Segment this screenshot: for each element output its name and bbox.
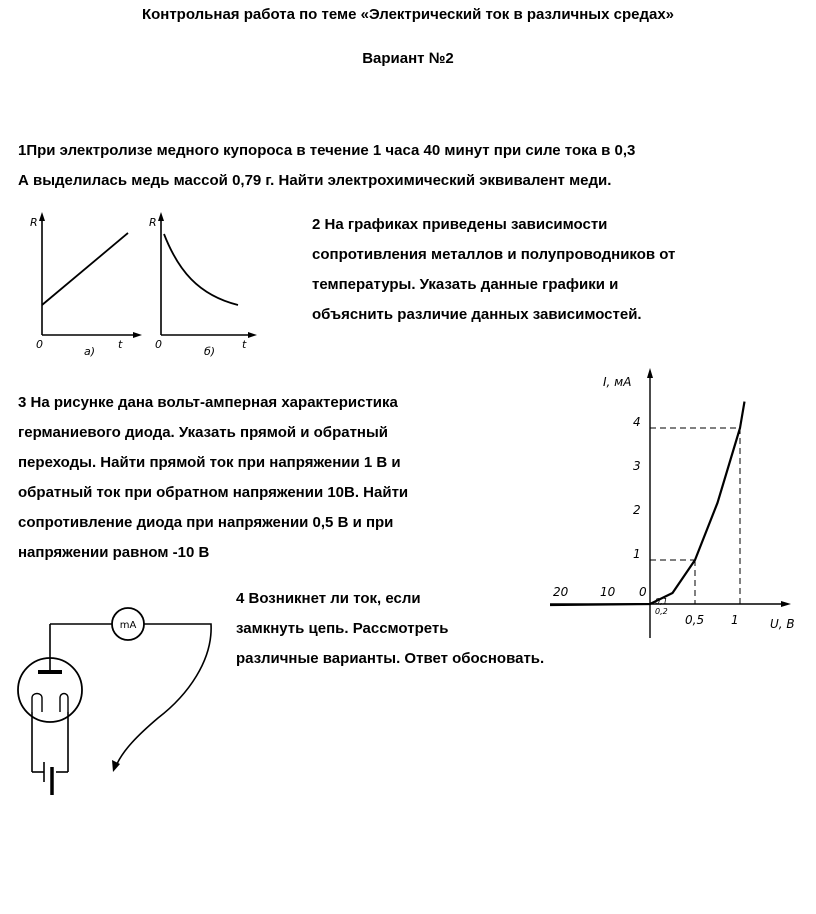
cathode-filament (32, 694, 42, 713)
resistance-temperature-graphs (18, 210, 268, 360)
graph-a-r-label: R (30, 216, 38, 229)
y-tick-2: 2 (633, 503, 641, 517)
iv-curve (550, 402, 745, 605)
graph-a-r-arrow (39, 212, 45, 221)
i-axis-arrow (647, 368, 653, 378)
u-axis-label: U, В (770, 617, 795, 631)
graph-b-curve (164, 234, 238, 305)
graph-b-caption: б) (204, 345, 216, 358)
page-title: Контрольная работа по теме «Электрический ток в различных средах» (141, 6, 675, 23)
vacuum-tube-circuit (8, 600, 228, 800)
cathode-filament-2 (60, 694, 68, 713)
u-axis-arrow (781, 601, 791, 607)
graph-a (30, 212, 142, 358)
task-1: 1При электролизе медного купороса в течение 1 часа 40 минут при силе тока в 0,3 А выделилась медь массой 0,79 г. Найти электрохимический эквивалент меди. (18, 142, 636, 189)
origin-label: 0 (639, 585, 647, 599)
graph-b-t-label: t (242, 338, 247, 351)
y-tick-3: 3 (633, 459, 641, 473)
graph-a-origin: 0 (36, 338, 43, 351)
graph-a-line (42, 233, 128, 305)
graph-b-t-arrow (248, 332, 257, 338)
y-tick-1: 1 (633, 547, 641, 561)
graph-a-caption: а) (84, 345, 96, 358)
graph-b (149, 212, 257, 358)
small-label-0-1: 0,1 (655, 597, 668, 606)
graph-a-t-label: t (118, 338, 123, 351)
graph-b-r-arrow (158, 212, 164, 221)
small-label-0-2: 0,2 (655, 607, 668, 616)
graph-b-origin: 0 (155, 338, 162, 351)
task-2: 2 На графиках приведены зависимости сопротивления металлов и полупроводников от температуры. Указать данные графики и объяснить различие данных зависимостей. (312, 216, 676, 323)
y-tick-4: 4 (633, 415, 641, 429)
task-4: 4 Возникнет ли ток, если замкнуть цепь. Рассмотреть различные варианты. Ответ обосновать. (236, 590, 545, 667)
milliammeter-label: mA (119, 620, 137, 631)
graph-b-r-label: R (149, 216, 157, 229)
i-axis-label: I, мА (603, 375, 632, 389)
variant-label: Вариант №2 (362, 50, 454, 67)
x-neg-tick-10: 10 (600, 585, 616, 599)
x-pos-tick-1: 1 (731, 613, 739, 627)
x-neg-tick-20: 20 (553, 585, 569, 599)
x-pos-tick-0-5: 0,5 (685, 613, 705, 627)
open-wire (116, 624, 211, 766)
graph-a-t-arrow (133, 332, 142, 338)
task-3: 3 На рисунке дана вольт-амперная характеристика германиевого диода. Указать прямой и обратный переходы. Найти прямой ток при напряжении 1 В и обратный ток при обратном напряжении 10В. Найти сопротивление диода при напряжении 0,5 В и при напряжении равном -10 В (18, 394, 409, 561)
